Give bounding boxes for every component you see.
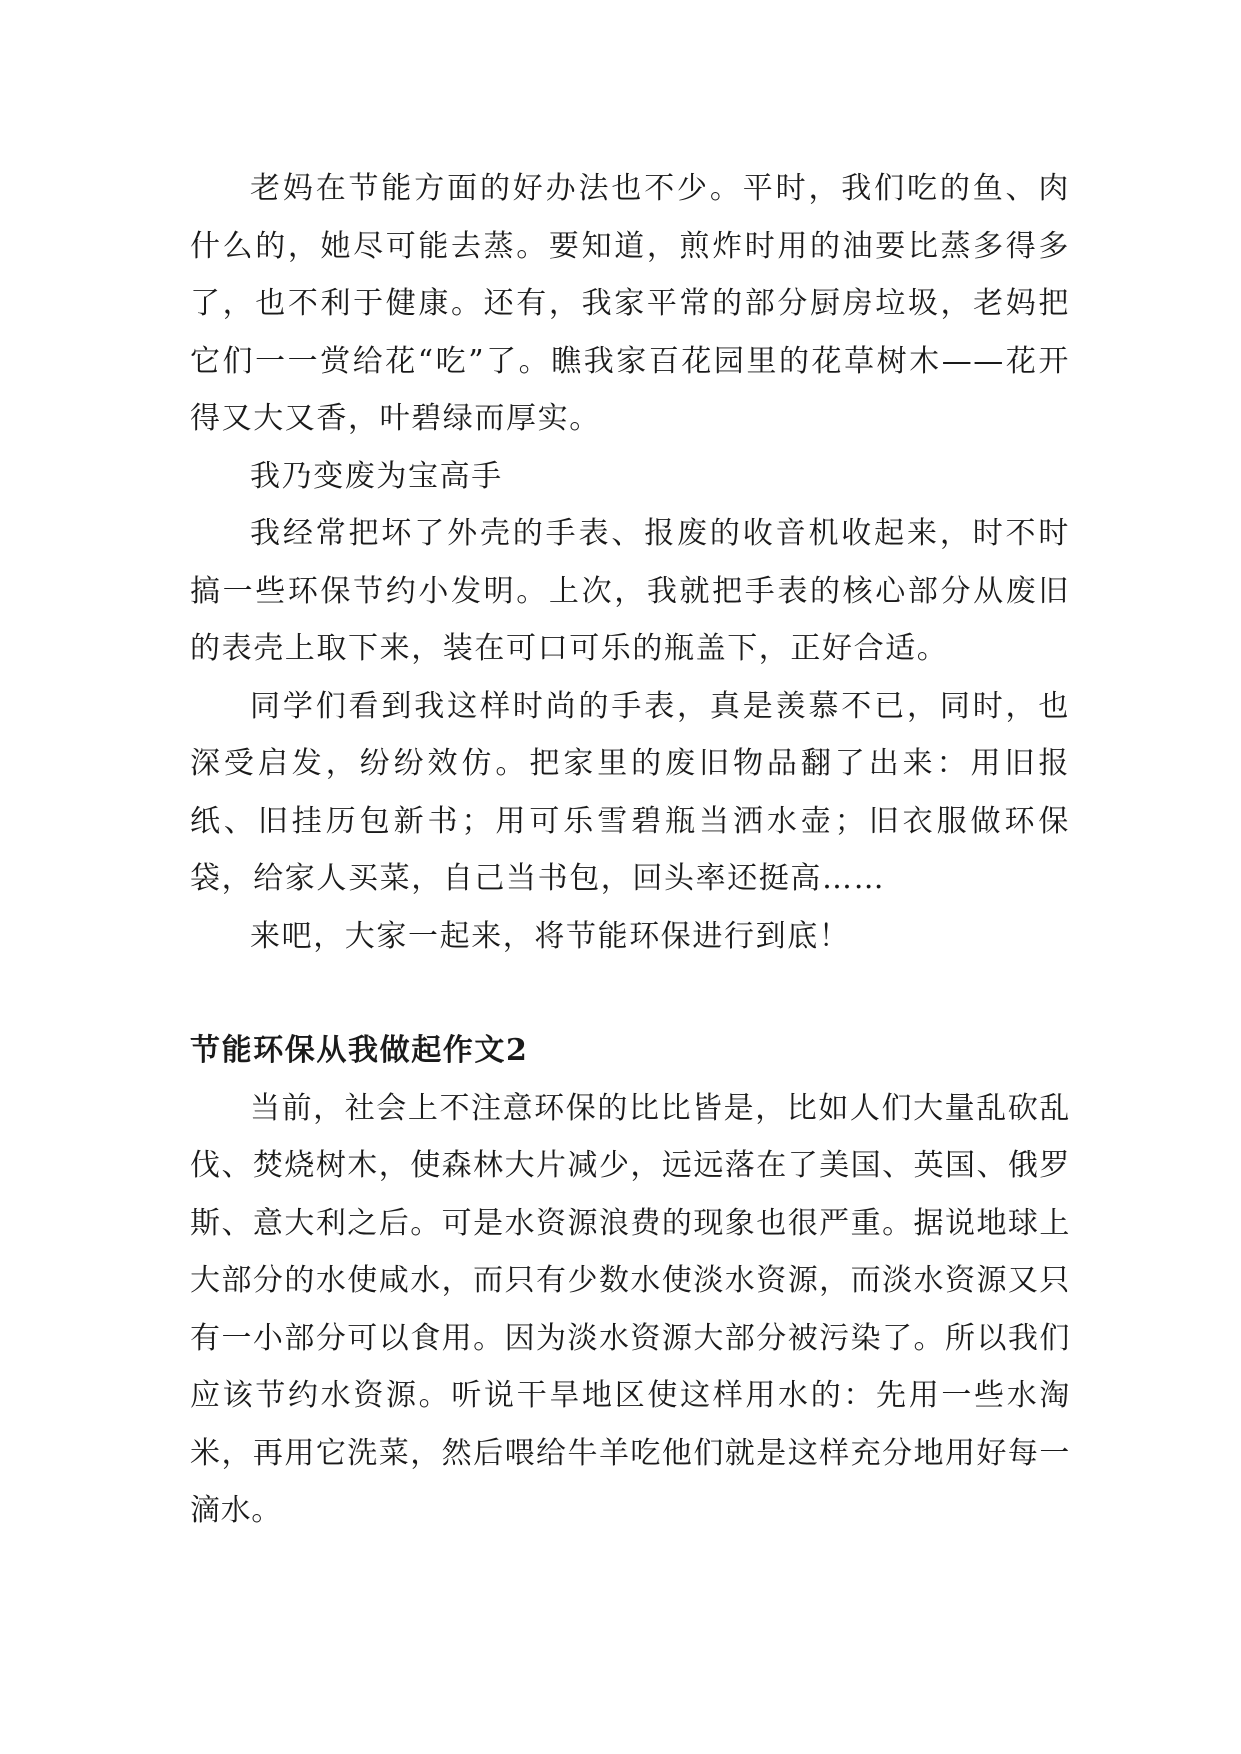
- subheading-recycling-expert: 我乃变废为宝高手: [250, 458, 503, 494]
- document-body: [190, 160, 1070, 1540]
- paragraph-water-resources: 当前，社会上不注意环保的比比皆是，比如人们大量乱砍乱伐、焚烧树木，使森林大片减少，远远落在了美国、英国、俄罗斯、意大利之后。可是水资源浪费的现象也很严重。据说地球上大部分的水使咸水，而只有少数水使淡水资源，而淡水资源又只有一小部分可以食用。因为淡水资源大部分被污染了。所以我们应该节约水资源。听说干旱地区使这样用水的：先用一些水淘米，再用它洗菜，然后喂给牛羊吃他们就是这样充分地用好每一滴水。: [190, 1090, 1070, 1528]
- essay-title-2: 节能环保从我做起作文2: [190, 1033, 529, 1068]
- paragraph-call-to-action: 来吧，大家一起来，将节能环保进行到底！: [250, 918, 851, 954]
- paragraph-classmates-imitate: 同学们看到我这样时尚的手表，真是羡慕不已，同时，也深受启发，纷纷效仿。把家里的废旧物品翻了出来：用旧报纸、旧挂历包新书；用可乐雪碧瓶当洒水壶；旧衣服做环保袋，给家人买菜，自己当书包，回头率还挺高……: [190, 688, 1070, 896]
- paragraph-energy-saving-mom: 老妈在节能方面的好办法也不少。平时，我们吃的鱼、肉什么的，她尽可能去蒸。要知道，煎炸时用的油要比蒸多得多了，也不利于健康。还有，我家平常的部分厨房垃圾，老妈把它们一一赏给花“吃”了。瞧我家百花园里的花草树木——花开得又大又香，叶碧绿而厚实。: [190, 171, 1070, 436]
- section-spacer: [190, 965, 1070, 1022]
- paragraph-watch-invention: 我经常把坏了外壳的手表、报废的收音机收起来，时不时搞一些环保节约小发明。上次，我就把手表的核心部分从废旧的表壳上取下来，装在可口可乐的瓶盖下，正好合适。: [190, 516, 1070, 666]
